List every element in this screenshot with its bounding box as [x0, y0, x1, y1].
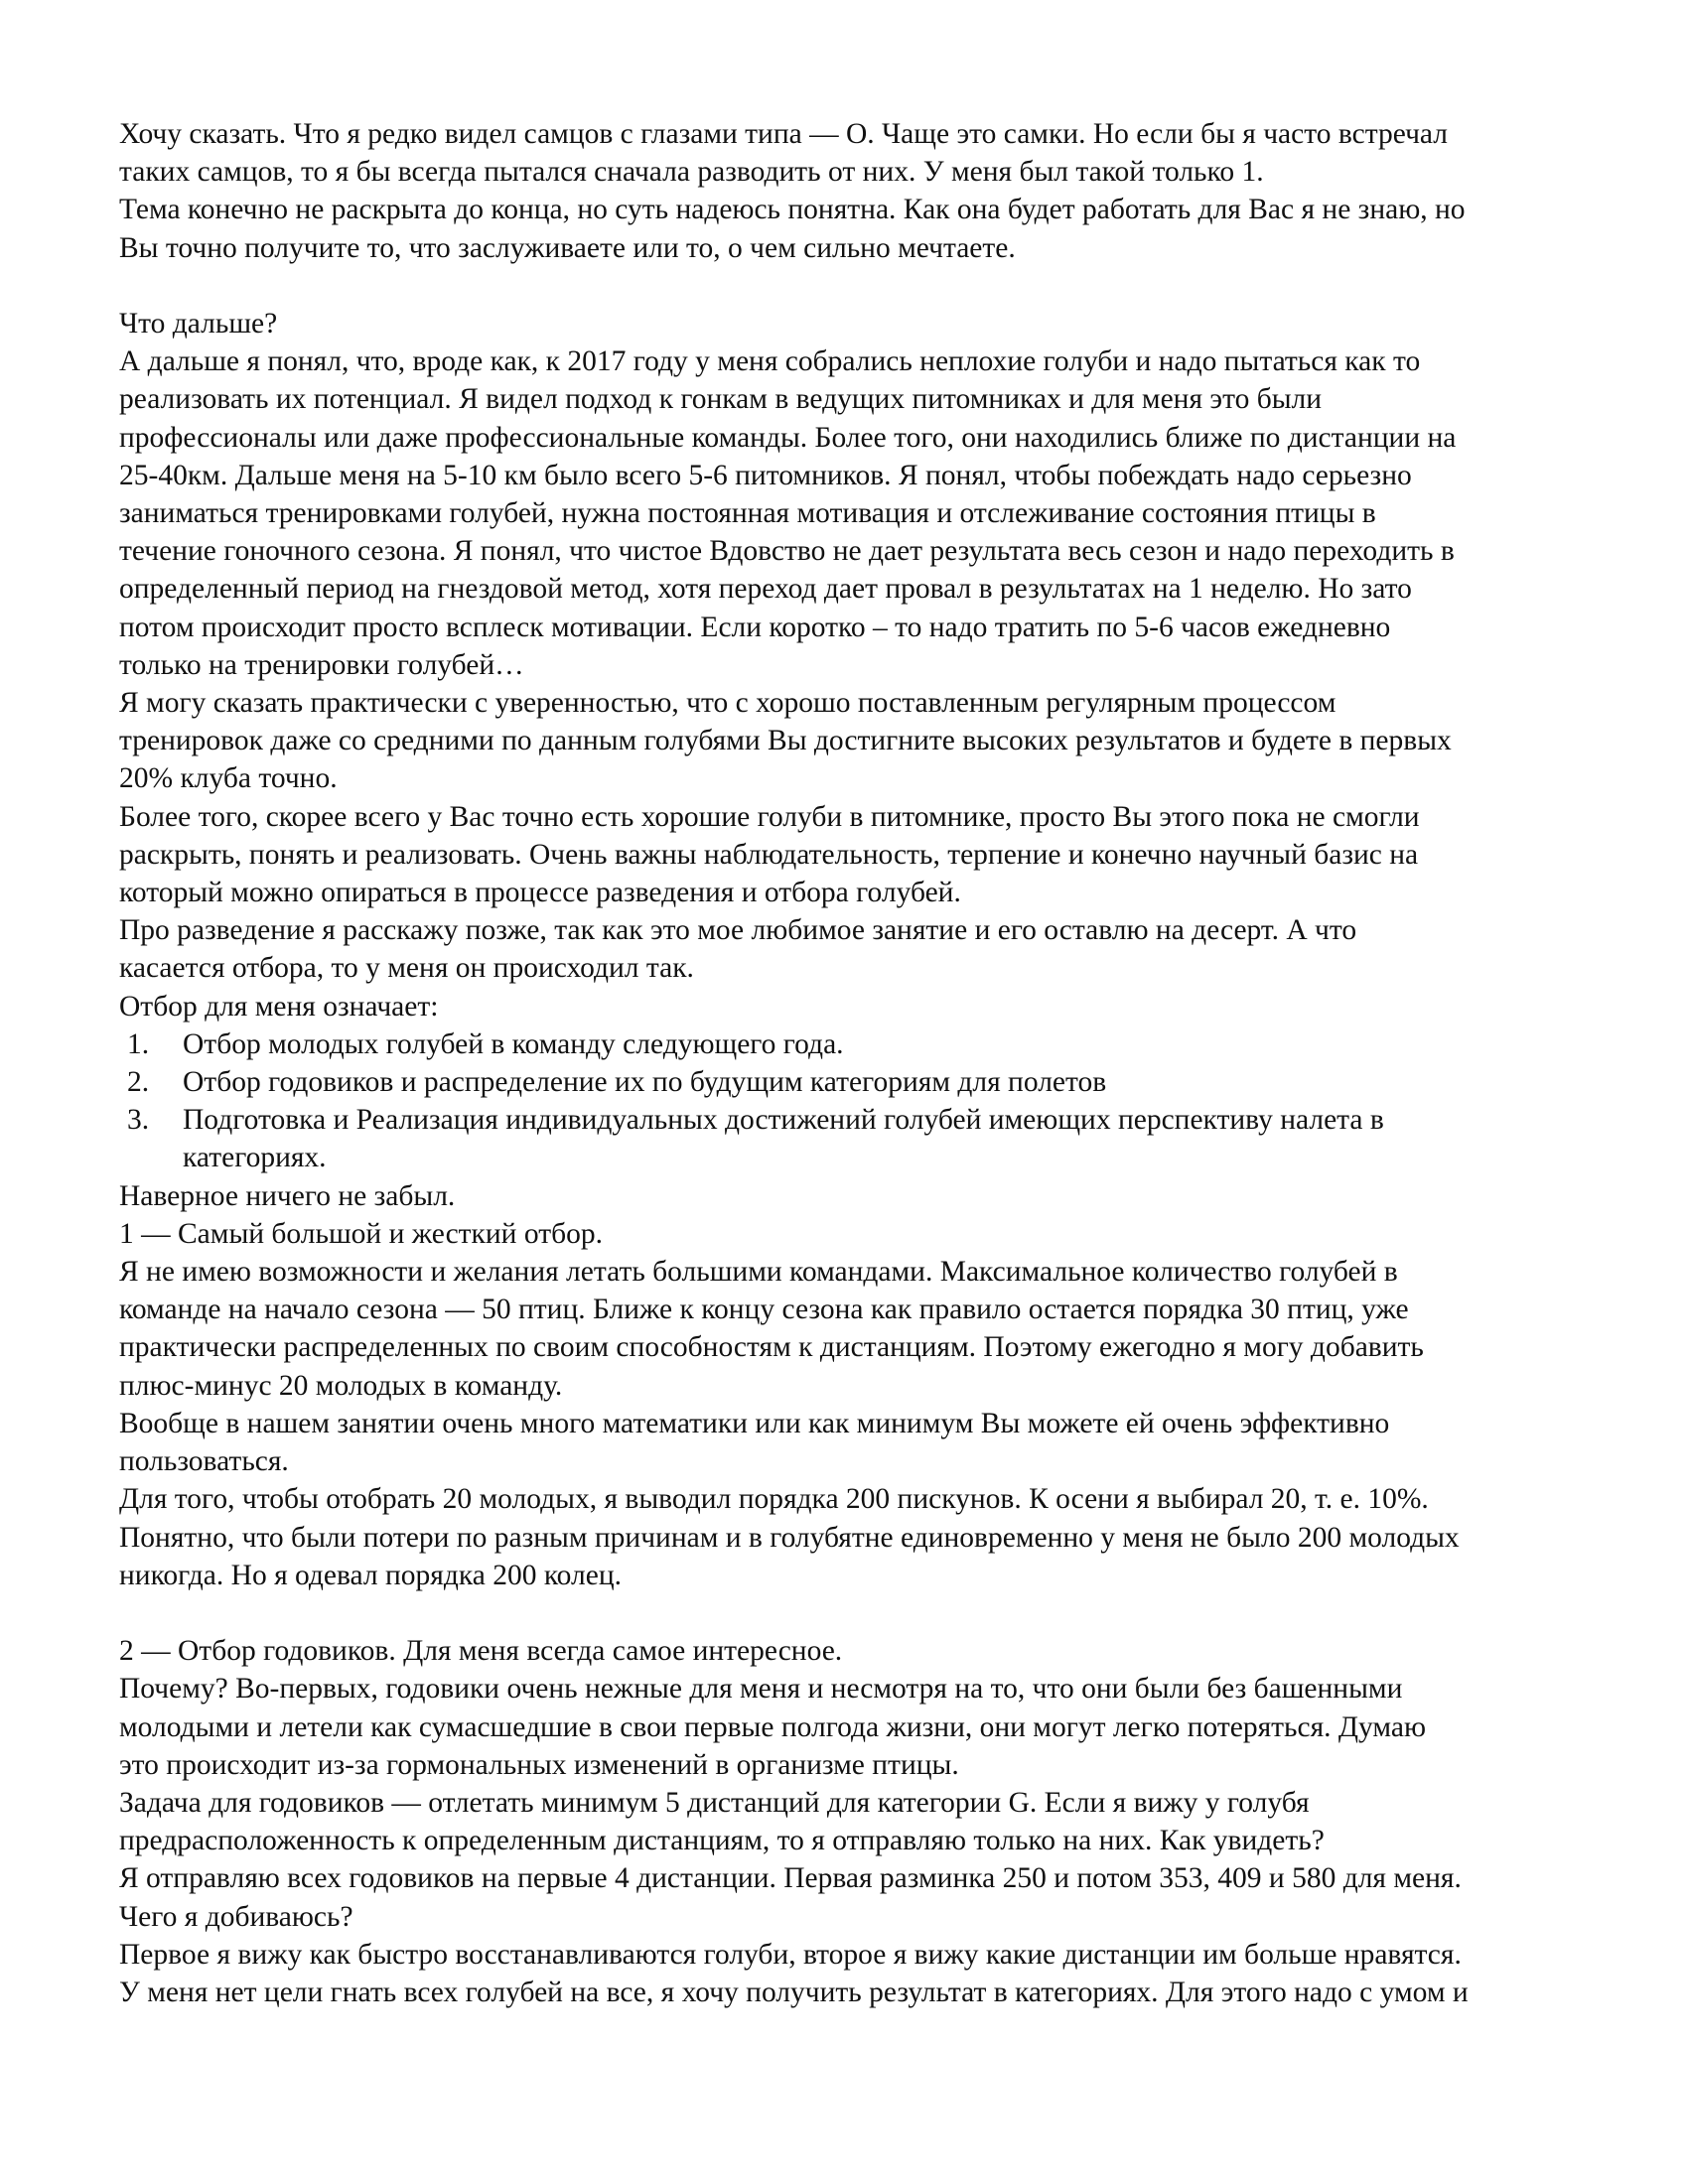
- text-line: течение гоночного сезона. Я понял, что чистое Вдовство не дает результата весь сезон и надо переходить в: [119, 535, 1455, 568]
- text-line: А дальше я понял, что, вроде как, к 2017 году у меня собрались неплохие голуби и надо пытаться как то: [119, 345, 1421, 378]
- list-item: [119, 1101, 1609, 1176]
- text-line: который можно опираться в процессе разведения и отбора голубей.: [119, 877, 961, 909]
- text-line: касается отбора, то у меня он происходил так.: [119, 952, 694, 985]
- document-page: [119, 115, 1609, 2011]
- text-line: Что дальше?: [119, 308, 278, 340]
- text-line: плюс-минус 20 молодых в команду.: [119, 1369, 563, 1402]
- text-line: Хочу сказать. Что я редко видел самцов с глазами типа — О. Чаще это самки. Но если бы я часто встречал: [119, 118, 1448, 150]
- text-line: Я не имею возможности и желания летать большими командами. Максимальное количество голубей в: [119, 1256, 1398, 1289]
- blank-line: [119, 1594, 1609, 1632]
- text-line: молодыми и летели как сумасшедшие в свои первые полгода жизни, они могут легко потеряться. Думаю: [119, 1710, 1427, 1743]
- text-line: никогда. Но я одевал порядка 200 колец.: [119, 1559, 623, 1591]
- text-line: Почему? Во-первых, годовики очень нежные для меня и несмотря на то, что они были без башенными: [119, 1673, 1403, 1706]
- text-line: 20% клуба точно.: [119, 762, 338, 795]
- list-item-text: Подготовка и Реализация индивидуальных достижений голубей имеющих перспективу налета в: [183, 1104, 1384, 1137]
- list-item: [119, 1063, 1609, 1101]
- text-line: таких самцов, то я бы всегда пытался сначала разводить от них. У меня был такой только 1.: [119, 156, 1264, 189]
- text-line: Вообще в нашем занятии очень много математики или как минимум Вы можете ей очень эффективно: [119, 1407, 1390, 1439]
- text-line: Вы точно получите то, что заслуживаете или то, о чем сильно мечтаете.: [119, 231, 1016, 264]
- text-line: Тема конечно не раскрыта до конца, но суть надеюсь понятна. Как она будет работать для Вас я не знаю, но: [119, 194, 1466, 226]
- text-line: реализовать их потенциал. Я видел подход к гонкам в ведущих питомниках и для меня это были: [119, 383, 1323, 416]
- blank-line: [119, 267, 1609, 305]
- text-line: заниматься тренировками голубей, нужна постоянная мотивация и отслеживание состояния птицы в: [119, 497, 1376, 530]
- text-line: 2 — Отбор годовиков. Для меня всегда самое интересное.: [119, 1635, 843, 1668]
- text-line: команде на начало сезона — 50 птиц. Ближе к концу сезона как правило остается порядка 30 птиц, уже: [119, 1294, 1409, 1326]
- text-line: это происходит из-за гормональных изменений в организме птицы.: [119, 1748, 959, 1781]
- text-line: Первое я вижу как быстро восстанавливаются голуби, второе я вижу какие дистанции им больше нравятся.: [119, 1938, 1462, 1971]
- text-line: Более того, скорее всего у Вас точно есть хорошие голуби в питомнике, просто Вы этого пока не смогли: [119, 800, 1420, 833]
- text-line: только на тренировки голубей…: [119, 648, 524, 681]
- text-block-selection: [119, 1177, 1609, 2011]
- text-line: предрасположенность к определенным дистанциям, то я отправляю только на них. Как увидеть?: [119, 1825, 1325, 1857]
- list-item-text: Отбор молодых голубей в команду следующего года.: [183, 1027, 844, 1060]
- text-line: Для того, чтобы отобрать 20 молодых, я выводил порядка 200 пискунов. К осени я выбирал 20, т. е. 10%.: [119, 1483, 1429, 1516]
- list-item-text: Отбор годовиков и распределение их по будущим категориям для полетов: [183, 1066, 1107, 1099]
- list-item: [119, 1025, 1609, 1063]
- text-line: 25-40км. Дальше меня на 5-10 км было всего 5-6 питомников. Я понял, чтобы побеждать надо серьезно: [119, 459, 1412, 491]
- text-line: определенный период на гнездовой метод, хотя переход дает провал в результатах на 1 неделю. Но зато: [119, 573, 1412, 606]
- text-line: пользоваться.: [119, 1445, 289, 1478]
- text-line: Я отправляю всех годовиков на первые 4 дистанции. Первая разминка 250 и потом 353, 409 и 580 для меня.: [119, 1862, 1462, 1895]
- text-line: Задача для годовиков — отлетать минимум 5 дистанций для категории G. Если я вижу у голубя: [119, 1786, 1310, 1819]
- text-line: 1 — Самый большой и жесткий отбор.: [119, 1217, 603, 1250]
- text-line: Понятно, что были потери по разным причинам и в голубятне единовременно у меня не было 200 молодых: [119, 1521, 1460, 1554]
- selection-list: [119, 1025, 1609, 1177]
- text-block-intro: [119, 115, 1609, 1025]
- list-item-text: категориях.: [183, 1142, 327, 1174]
- text-line: тренировок даже со средними по данным голубями Вы достигните высоких результатов и будете в первых: [119, 725, 1452, 757]
- list-item-number: 3.: [127, 1104, 150, 1137]
- text-line: практически распределенных по своим способностям к дистанциям. Поэтому ежегодно я могу добавить: [119, 1331, 1424, 1364]
- text-line: раскрыть, понять и реализовать. Очень важны наблюдательность, терпение и конечно научный базис на: [119, 838, 1419, 871]
- text-line: Про разведение я расскажу позже, так как это мое любимое занятие и его оставлю на десерт. А что: [119, 914, 1357, 947]
- text-line: профессионалы или даже профессиональные команды. Более того, они находились ближе по дистанции на: [119, 421, 1457, 454]
- text-line: У меня нет цели гнать всех голубей на все, я хочу получить результат в категориях. Для этого надо с умом и: [119, 1976, 1469, 2008]
- text-line: Отбор для меня означает:: [119, 990, 439, 1023]
- text-line: потом происходит просто всплеск мотивации. Если коротко – то надо тратить по 5-6 часов ежедневно: [119, 611, 1391, 643]
- list-item-number: 2.: [127, 1066, 150, 1099]
- text-line: Чего я добиваюсь?: [119, 1900, 353, 1933]
- text-line: Наверное ничего не забыл.: [119, 1179, 456, 1212]
- list-item-number: 1.: [127, 1027, 150, 1060]
- text-line: Я могу сказать практически с уверенностью, что с хорошо поставленным регулярным процессом: [119, 687, 1336, 720]
